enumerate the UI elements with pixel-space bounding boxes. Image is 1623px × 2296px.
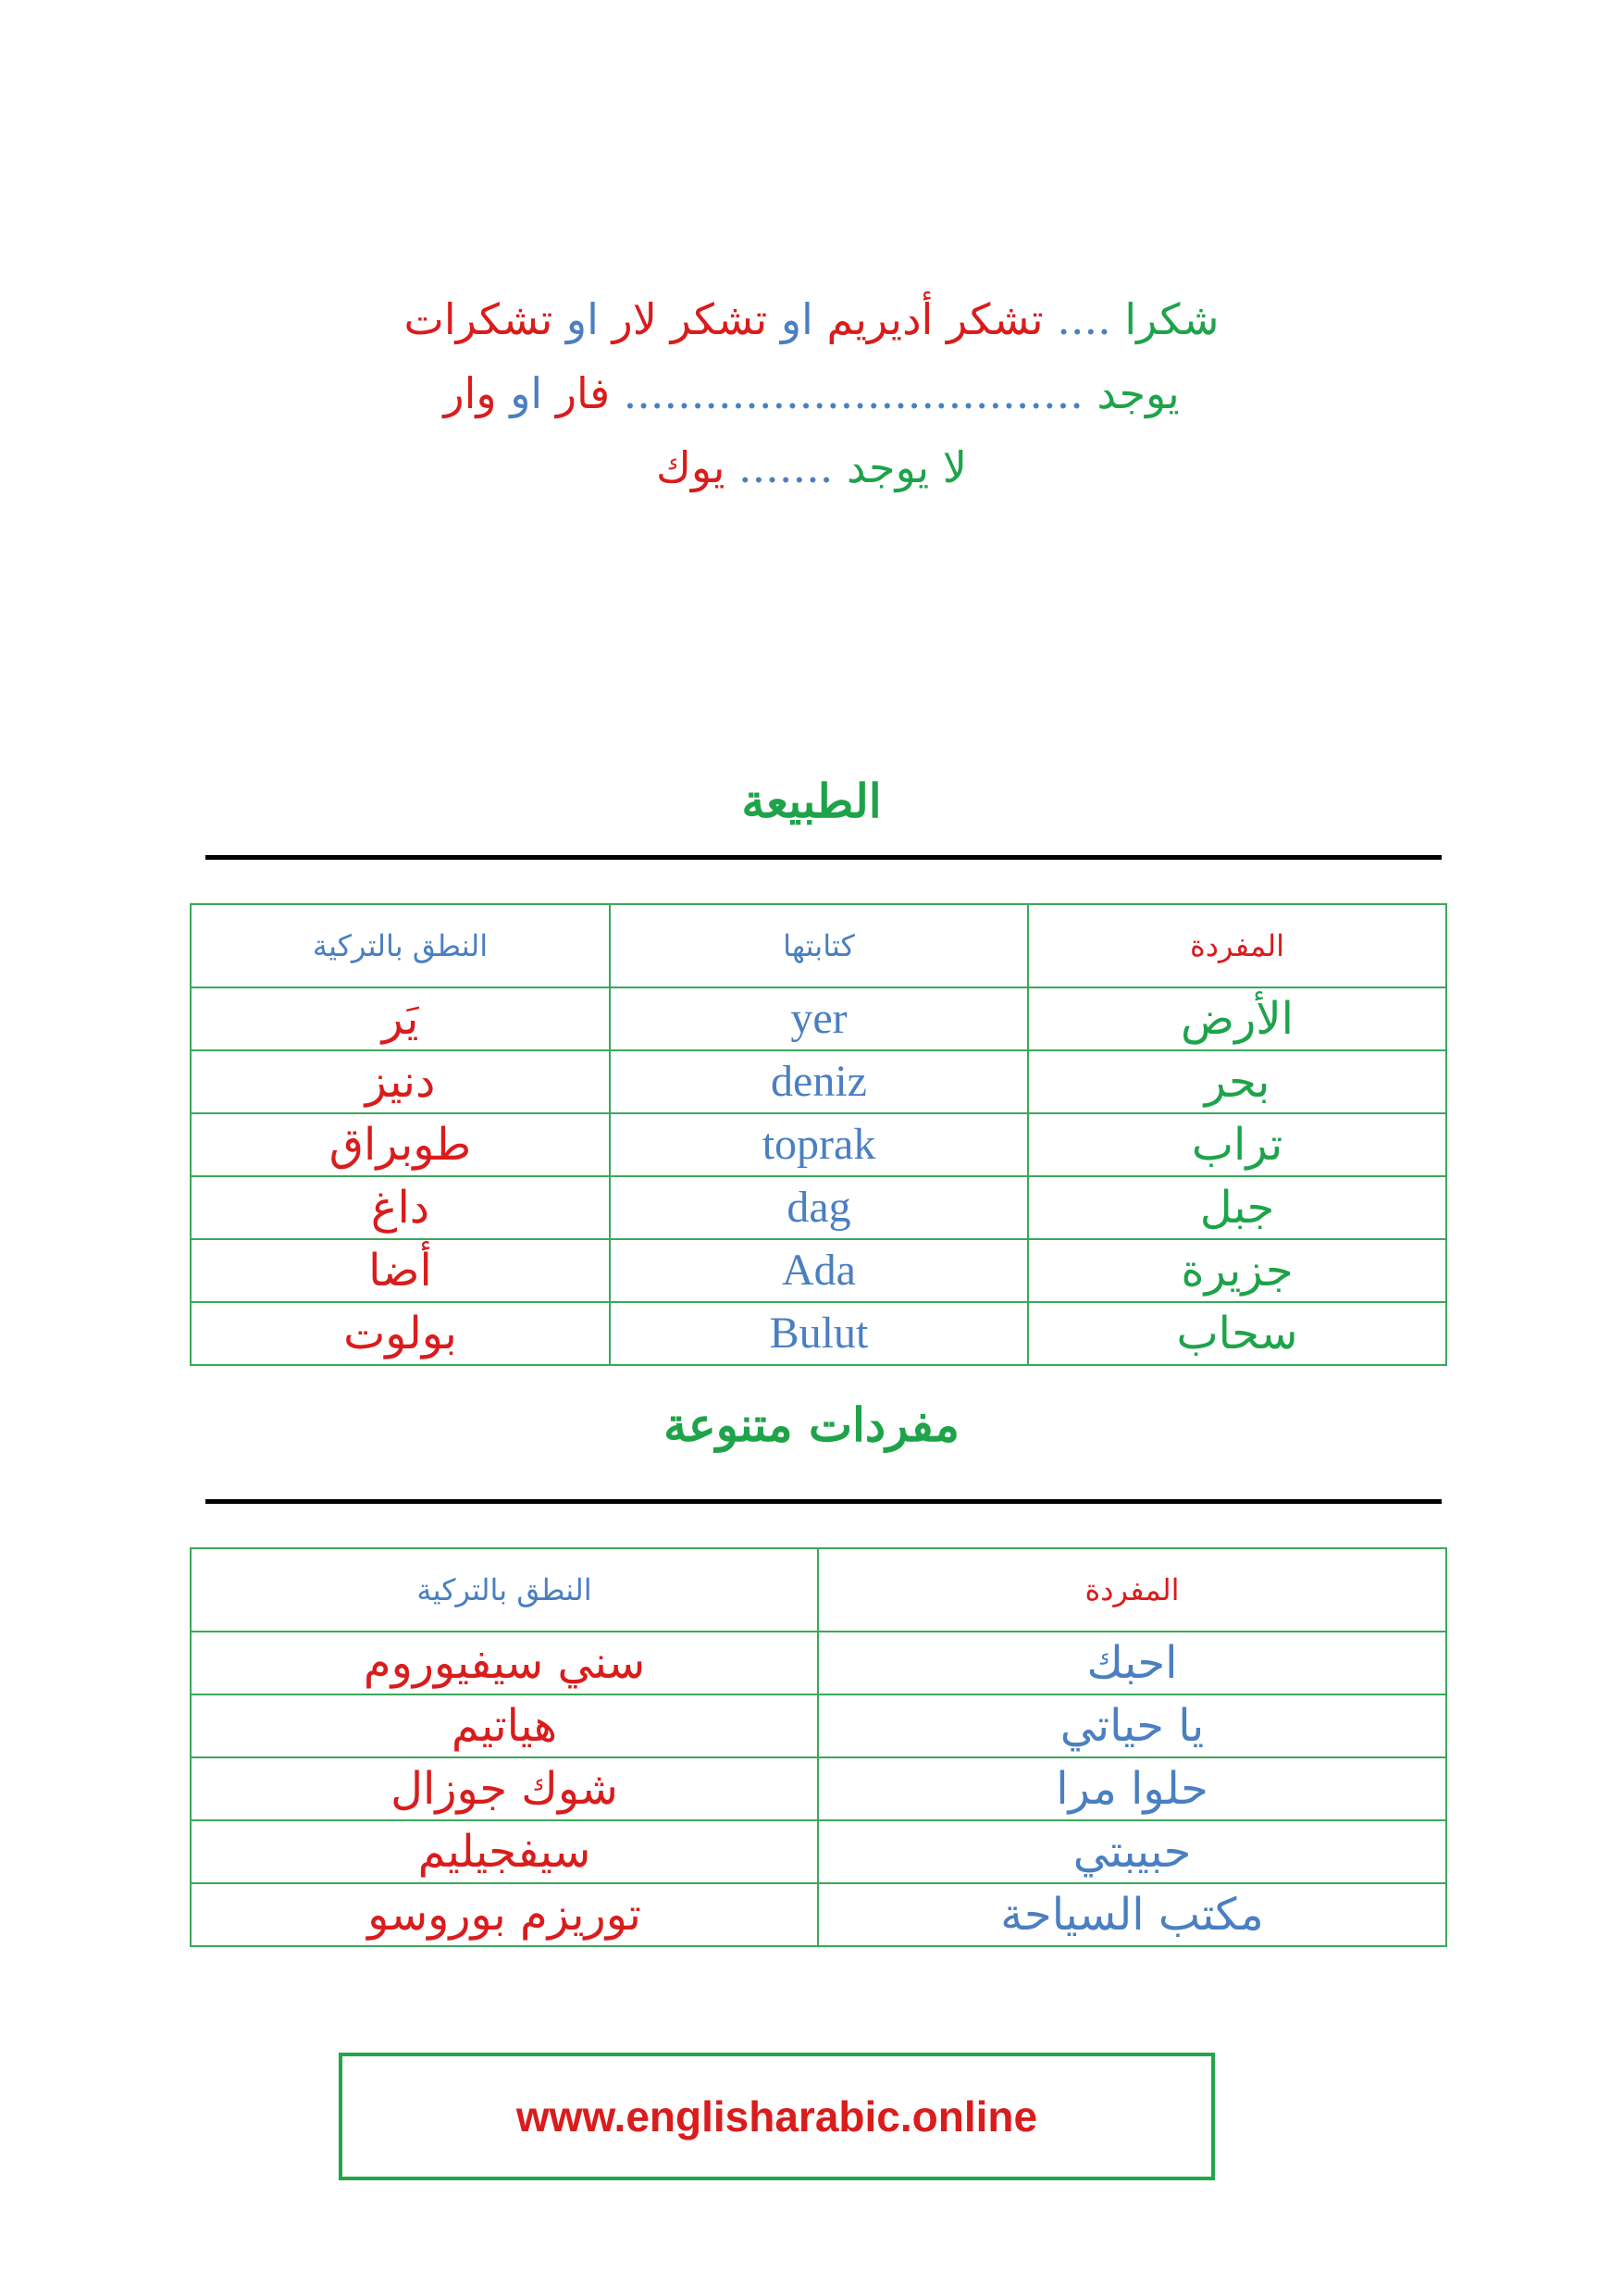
spelling-cell: Ada bbox=[610, 1239, 1028, 1302]
word-cell: يا حياتي bbox=[818, 1694, 1446, 1757]
table-row bbox=[191, 1050, 1446, 1113]
spelling-cell: toprak bbox=[610, 1113, 1028, 1176]
pronunciation-cell: هياتيم bbox=[191, 1694, 818, 1757]
nature-divider bbox=[205, 855, 1442, 860]
misc-section-title: مفردات متنوعة bbox=[663, 1397, 960, 1452]
misc-divider bbox=[205, 1499, 1442, 1504]
phrase-word: يوجد bbox=[1096, 368, 1180, 418]
website-link[interactable]: www.englisharabic.online bbox=[515, 2092, 1038, 2141]
pronunciation-cell: طوبراق bbox=[191, 1113, 610, 1176]
header-pronunciation: النطق بالتركية bbox=[191, 904, 610, 987]
phrase-separator: ....... bbox=[725, 442, 848, 492]
header-spelling: كتابتها bbox=[610, 904, 1028, 987]
footer-box bbox=[339, 2053, 1215, 2180]
pronunciation-cell: يَر bbox=[191, 987, 610, 1050]
pronunciation-cell: شوك جوزال bbox=[191, 1757, 818, 1820]
word-cell: سحاب bbox=[1028, 1302, 1446, 1365]
table-row bbox=[191, 1302, 1446, 1365]
nature-table-header bbox=[191, 904, 1446, 987]
word-cell: جزيرة bbox=[1028, 1239, 1446, 1302]
phrase-or: او bbox=[496, 368, 556, 418]
phrases-block bbox=[0, 282, 1623, 504]
table-row bbox=[191, 1632, 1446, 1694]
spelling-cell: yer bbox=[610, 987, 1028, 1050]
word-cell: تراب bbox=[1028, 1113, 1446, 1176]
word-cell: احبك bbox=[818, 1632, 1446, 1694]
nature-table bbox=[190, 903, 1447, 1366]
pronunciation-cell: بولوت bbox=[191, 1302, 610, 1365]
table-row bbox=[191, 1883, 1446, 1946]
word-cell: مكتب السياحة bbox=[818, 1883, 1446, 1946]
spelling-cell: dag bbox=[610, 1176, 1028, 1239]
misc-table-header bbox=[191, 1548, 1446, 1632]
pronunciation-cell: دنيز bbox=[191, 1050, 610, 1113]
word-cell: حبيبتي bbox=[818, 1820, 1446, 1883]
word-cell: الأرض bbox=[1028, 987, 1446, 1050]
phrase-word: شكرا bbox=[1124, 294, 1220, 344]
word-cell: حلوا مرا bbox=[818, 1757, 1446, 1820]
word-cell: جبل bbox=[1028, 1176, 1446, 1239]
table-row bbox=[191, 1239, 1446, 1302]
phrase-line-exists bbox=[0, 356, 1623, 430]
spelling-cell: deniz bbox=[610, 1050, 1028, 1113]
phrase-word: لا يوجد bbox=[847, 442, 968, 492]
pronunciation-cell: سيفجيليم bbox=[191, 1820, 818, 1883]
phrase-separator: .................................. bbox=[610, 368, 1097, 418]
pronunciation-cell: داغ bbox=[191, 1176, 610, 1239]
phrase-separator: .... bbox=[1043, 294, 1125, 344]
table-row bbox=[191, 1820, 1446, 1883]
phrase-turkish: تشكر أديريم bbox=[826, 294, 1044, 344]
word-cell: بحر bbox=[1028, 1050, 1446, 1113]
phrase-turkish: تشكرات bbox=[403, 294, 553, 344]
phrase-turkish: فار bbox=[555, 368, 611, 418]
table-row bbox=[191, 1694, 1446, 1757]
phrase-turkish: وار bbox=[443, 368, 497, 418]
phrase-line-not-exists bbox=[0, 430, 1623, 504]
misc-table bbox=[190, 1547, 1447, 1947]
table-row bbox=[191, 1176, 1446, 1239]
table-row bbox=[191, 987, 1446, 1050]
pronunciation-cell: سني سيفيوروم bbox=[191, 1632, 818, 1694]
phrase-turkish: يوك bbox=[655, 442, 725, 492]
table-row bbox=[191, 1757, 1446, 1820]
phrase-or: او bbox=[552, 294, 613, 344]
pronunciation-cell: أضا bbox=[191, 1239, 610, 1302]
phrase-or: او bbox=[767, 294, 827, 344]
header-word: المفردة bbox=[1028, 904, 1446, 987]
phrase-turkish: تشكر لار bbox=[612, 294, 768, 344]
spelling-cell: Bulut bbox=[610, 1302, 1028, 1365]
phrase-line-thanks bbox=[0, 282, 1623, 356]
table-row bbox=[191, 1113, 1446, 1176]
header-word: المفردة bbox=[818, 1548, 1446, 1632]
nature-section-title: الطبيعة bbox=[741, 774, 882, 828]
pronunciation-cell: توريزم بوروسو bbox=[191, 1883, 818, 1946]
header-pronunciation: النطق بالتركية bbox=[191, 1548, 818, 1632]
